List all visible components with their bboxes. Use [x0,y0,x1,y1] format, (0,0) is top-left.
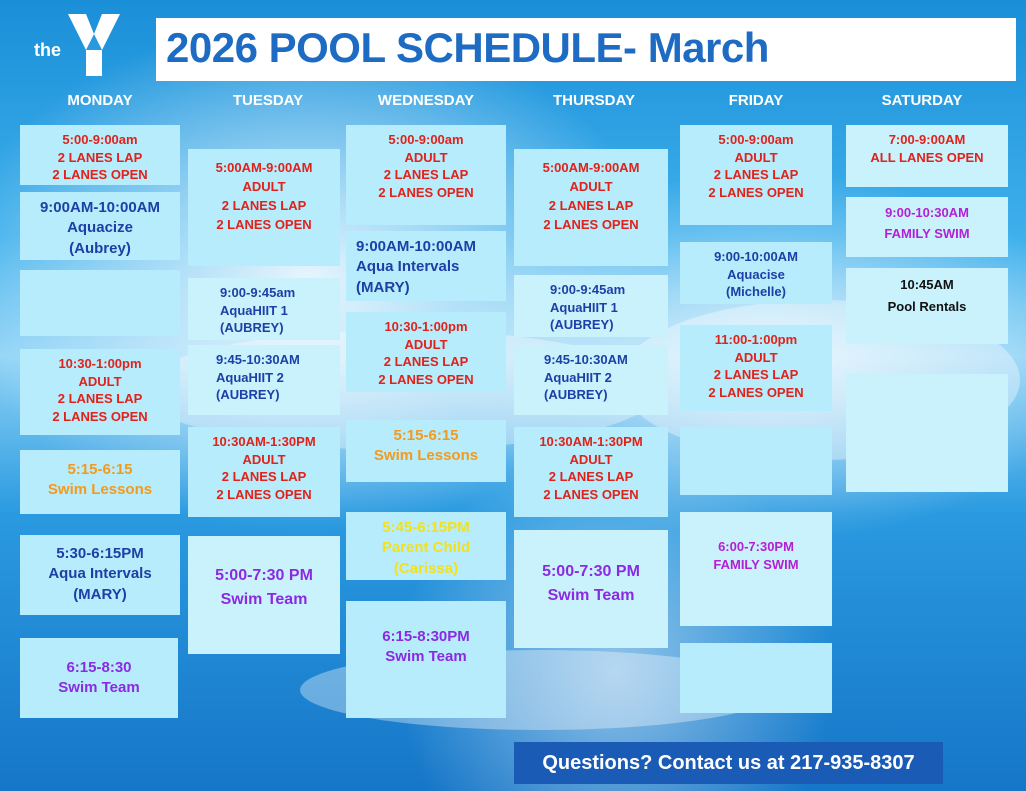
schedule-block-fri-empty-evening [680,643,832,713]
schedule-block-mon-lap: 5:00-9:00am 2 LANES LAP 2 LANES OPEN [20,125,180,185]
schedule-block-tue-adult-midday: 10:30AM-1:30PM ADULT 2 LANES LAP 2 LANES OPEN [188,427,340,517]
schedule-block-wed-adult: 5:00-9:00am ADULT 2 LANES LAP 2 LANES OPEN [346,125,506,225]
title-banner [156,18,1016,81]
schedule-block-tue-swimteam: 5:00-7:30 PM Swim Team [188,536,340,654]
svg-text:the: the [34,40,61,60]
schedule-block-wed-parent-child: 5:45-6:15PM Parent Child (Carissa) [346,512,506,580]
day-header-tuesday: TUESDAY [232,92,304,109]
schedule-block-thu-adult: 5:00AM-9:00AM ADULT 2 LANES LAP 2 LANES OPEN [514,149,668,266]
schedule-block-wed-intervals: 9:00AM-10:00AM Aqua Intervals (MARY) [346,231,506,301]
schedule-block-thu-adult-midday: 10:30AM-1:30PM ADULT 2 LANES LAP 2 LANES OPEN [514,427,668,517]
schedule-block-mon-aquacize: 9:00AM-10:00AM Aquacize (Aubrey) [20,192,180,260]
day-header-friday: FRIDAY [728,92,784,109]
schedule-block-fri-adult-midday: 11:00-1:00pm ADULT 2 LANES LAP 2 LANES OPEN [680,325,832,411]
schedule-block-sat-family: 9:00-10:30AM FAMILY SWIM [846,197,1008,257]
day-header-monday: MONDAY [67,92,133,109]
schedule-block-fri-empty [680,427,832,495]
schedule-block-thu-swimteam: 5:00-7:30 PM Swim Team [514,530,668,648]
day-header-wednesday: WEDNESDAY [377,92,475,109]
schedule-block-mon-adult: 10:30-1:00pm ADULT 2 LANES LAP 2 LANES OPEN [20,349,180,435]
schedule-block-mon-empty [20,270,180,336]
contact-banner: Questions? Contact us at 217-935-8307 [514,742,943,784]
schedule-block-sat-empty [846,374,1008,492]
day-header-thursday: THURSDAY [553,92,635,109]
schedule-block-tue-adult: 5:00AM-9:00AM ADULT 2 LANES LAP 2 LANES OPEN [188,149,340,266]
schedule-block-fri-aquacise: 9:00-10:00AM Aquacise (Michelle) [680,242,832,304]
schedule-block-wed-adult-midday: 10:30-1:00pm ADULT 2 LANES LAP 2 LANES OPEN [346,312,506,392]
schedule-block-tue-aquahiit1: 9:00-9:45am AquaHIIT 1 (AUBREY) [188,278,340,340]
schedule-block-wed-swimteam: 6:15-8:30PM Swim Team [346,601,506,718]
schedule-block-mon-intervals: 5:30-6:15PM Aqua Intervals (MARY) [20,535,180,615]
day-header-saturday: SATURDAY [881,92,963,109]
schedule-block-fri-family: 6:00-7:30PM FAMILY SWIM [680,512,832,626]
ymca-logo [28,10,138,80]
schedule-block-thu-aquahiit1: 9:00-9:45am AquaHIIT 1 (AUBREY) [514,275,668,337]
schedule-block-wed-lessons: 5:15-6:15 Swim Lessons [346,420,506,482]
schedule-block-mon-lessons: 5:15-6:15 Swim Lessons [20,450,180,514]
schedule-block-thu-aquahiit2: 9:45-10:30AM AquaHIIT 2 (AUBREY) [514,345,668,415]
schedule-block-fri-adult: 5:00-9:00am ADULT 2 LANES LAP 2 LANES OPEN [680,125,832,225]
schedule-block-mon-swimteam: 6:15-8:30 Swim Team [20,638,178,718]
schedule-block-tue-aquahiit2: 9:45-10:30AM AquaHIIT 2 (AUBREY) [188,345,340,415]
page-title: 2026 POOL SCHEDULE- March [166,24,769,71]
schedule-block-sat-open: 7:00-9:00AM ALL LANES OPEN [846,125,1008,187]
schedule-block-sat-rentals: 10:45AM Pool Rentals [846,268,1008,344]
